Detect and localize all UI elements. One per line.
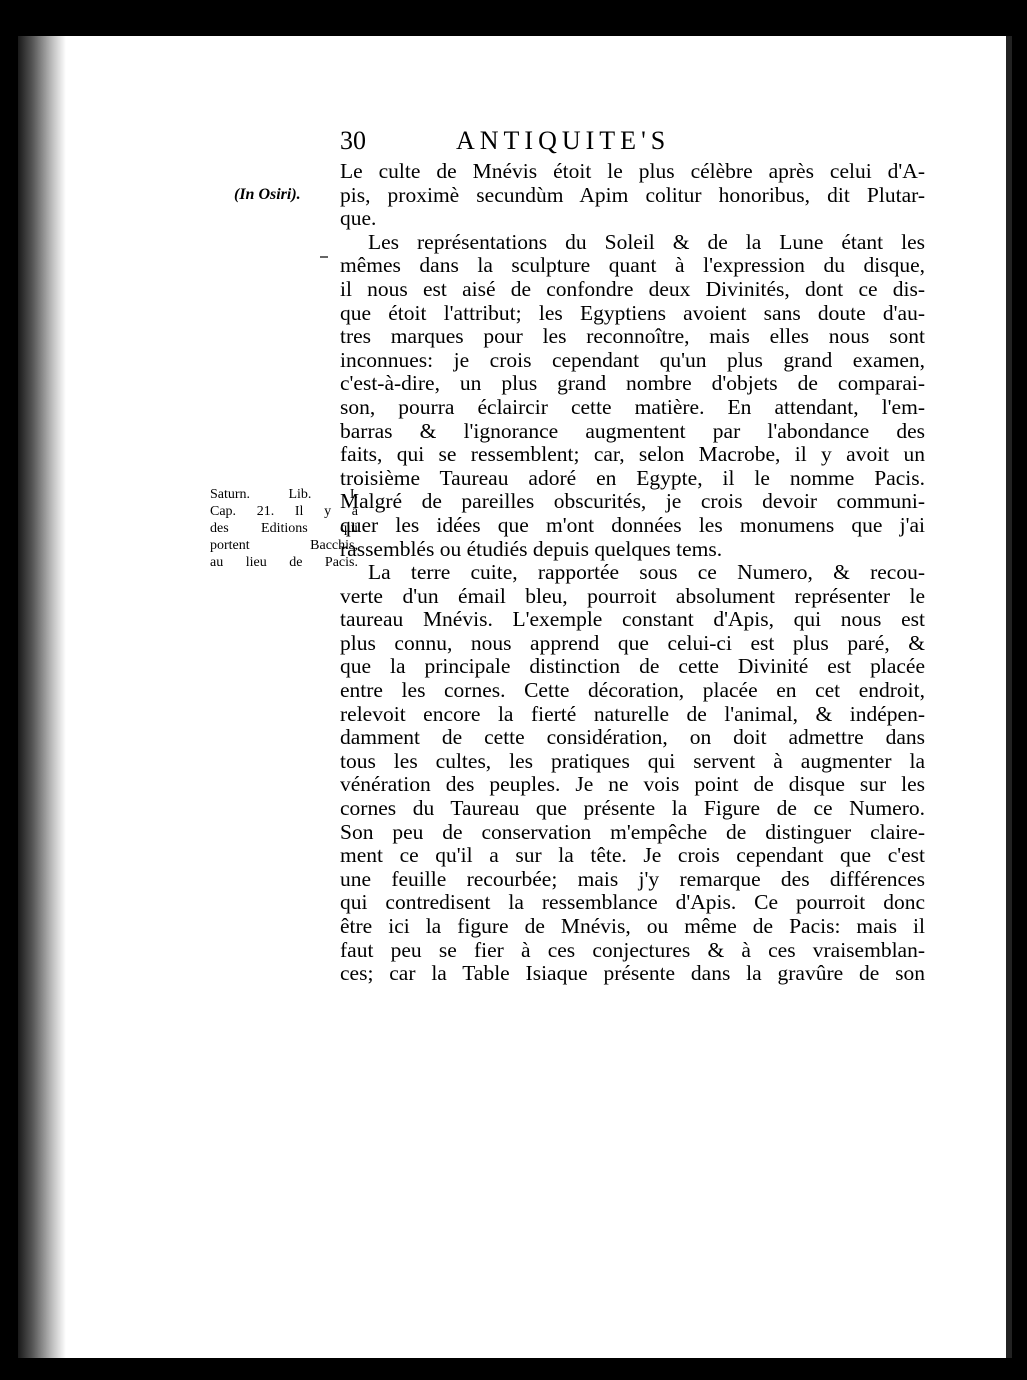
text-line: faits, qui se ressemblent; car, selon Macrobe, il y avoit un: [340, 442, 925, 467]
text-line: barras & l'ignorance augmentent par l'abondance des: [340, 418, 925, 443]
text-line: son, pourra éclaircir cette matière. En attendant, l'em-: [340, 394, 925, 419]
text-line: rassemblés ou étudiés depuis quelques tems.: [340, 536, 723, 561]
book-page: [18, 36, 1012, 1358]
page-number: 30: [340, 126, 366, 155]
text-line: être ici la figure de Mnévis, ou même de Pacis: mais il: [340, 914, 925, 938]
text-line: plus connu, nous apprend que celui-ci est plus paré, &: [340, 630, 925, 655]
margin-note-osiri: (In Osiri).: [234, 186, 301, 203]
text-line: ment ce qu'il a sur la tête. Je crois cependant que c'est: [340, 843, 925, 868]
margin-note-line: Cap. 21. Il y a: [210, 504, 358, 519]
margin-note-saturn: [210, 486, 358, 571]
text-line: Son peu de conservation m'empêche de distinguer claire-: [340, 819, 925, 844]
margin-note-line: portent Bacchis,: [210, 538, 358, 553]
text-line: Les représentations du Soleil & de la Lune étant les: [368, 229, 925, 254]
text-line: La terre cuite, rapportée sous ce Numero, & recou-: [368, 560, 925, 585]
page-edge: [1006, 36, 1012, 1358]
text-line: tres marques pour les reconnoître, mais elles nous sont: [340, 324, 925, 349]
text-line: entre les cornes. Cette décoration, placée en cet endroit,: [340, 678, 925, 703]
text-line: quer les idées que m'ont données les monumens que j'ai: [340, 512, 925, 537]
text-line: verte d'un émail bleu, pourroit absolument représenter le: [340, 583, 925, 608]
text-line: pis, proximè secundùm Apim colitur honoribus, dit Plutar-: [340, 182, 925, 207]
text-line: une feuille recourbée; mais j'y remarque des différences: [340, 866, 925, 891]
page-binding-shadow: [18, 36, 66, 1358]
text-line: tous les cultes, les pratiques qui servent à augmenter la: [340, 748, 925, 773]
page-header: [340, 126, 860, 160]
text-line: troisième Taureau adoré en Egypte, il le nomme Pacis.: [340, 465, 925, 490]
text-line: qui contredisent la ressemblance d'Apis. Ce pourroit donc: [340, 890, 925, 915]
body-text: [340, 160, 925, 986]
text-line: damment de cette considération, on doit admettre dans: [340, 725, 925, 750]
text-line: ces; car la Table Isiaque présente dans la gravûre de son: [340, 961, 925, 986]
text-line: vénération des peuples. Je ne vois point de disque sur les: [340, 772, 925, 797]
text-line: mêmes dans la sculpture quant à l'expression du disque,: [340, 253, 925, 278]
text-line: faut peu se fier à ces conjectures & à ces vraisemblan-: [340, 937, 925, 962]
text-line: inconnues: je crois cependant qu'un plus grand examen,: [340, 347, 925, 372]
margin-note-line: au lieu de Pacis.: [210, 555, 358, 570]
text-line: relevoit encore la fierté naturelle de l'animal, & indépen-: [340, 701, 925, 726]
margin-note-line: des Editions qui: [210, 521, 358, 536]
text-line: cornes du Taureau que présente la Figure de ce Numero.: [340, 796, 925, 821]
text-line: Malgré de pareilles obscurités, je crois devoir communi-: [340, 489, 925, 514]
text-line: que.: [340, 206, 377, 231]
margin-dash: [320, 256, 328, 258]
running-head: ANTIQUITE'S: [456, 126, 671, 155]
text-line: c'est-à-dire, un plus grand nombre d'objets de comparai-: [340, 371, 925, 396]
margin-note-line: Saturn. Lib. I.: [210, 487, 358, 502]
text-line: il nous est aisé de confondre deux Divinités, dont ce dis-: [340, 276, 925, 301]
text-line: que étoit l'attribut; les Egyptiens avoient sans doute d'au-: [340, 300, 925, 325]
text-line: Le culte de Mnévis étoit le plus célèbre après celui d'A-: [340, 159, 925, 183]
text-line: que la principale distinction de cette Divinité est placée: [340, 654, 925, 679]
text-line: taureau Mnévis. L'exemple constant d'Apis, qui nous est: [340, 607, 925, 632]
